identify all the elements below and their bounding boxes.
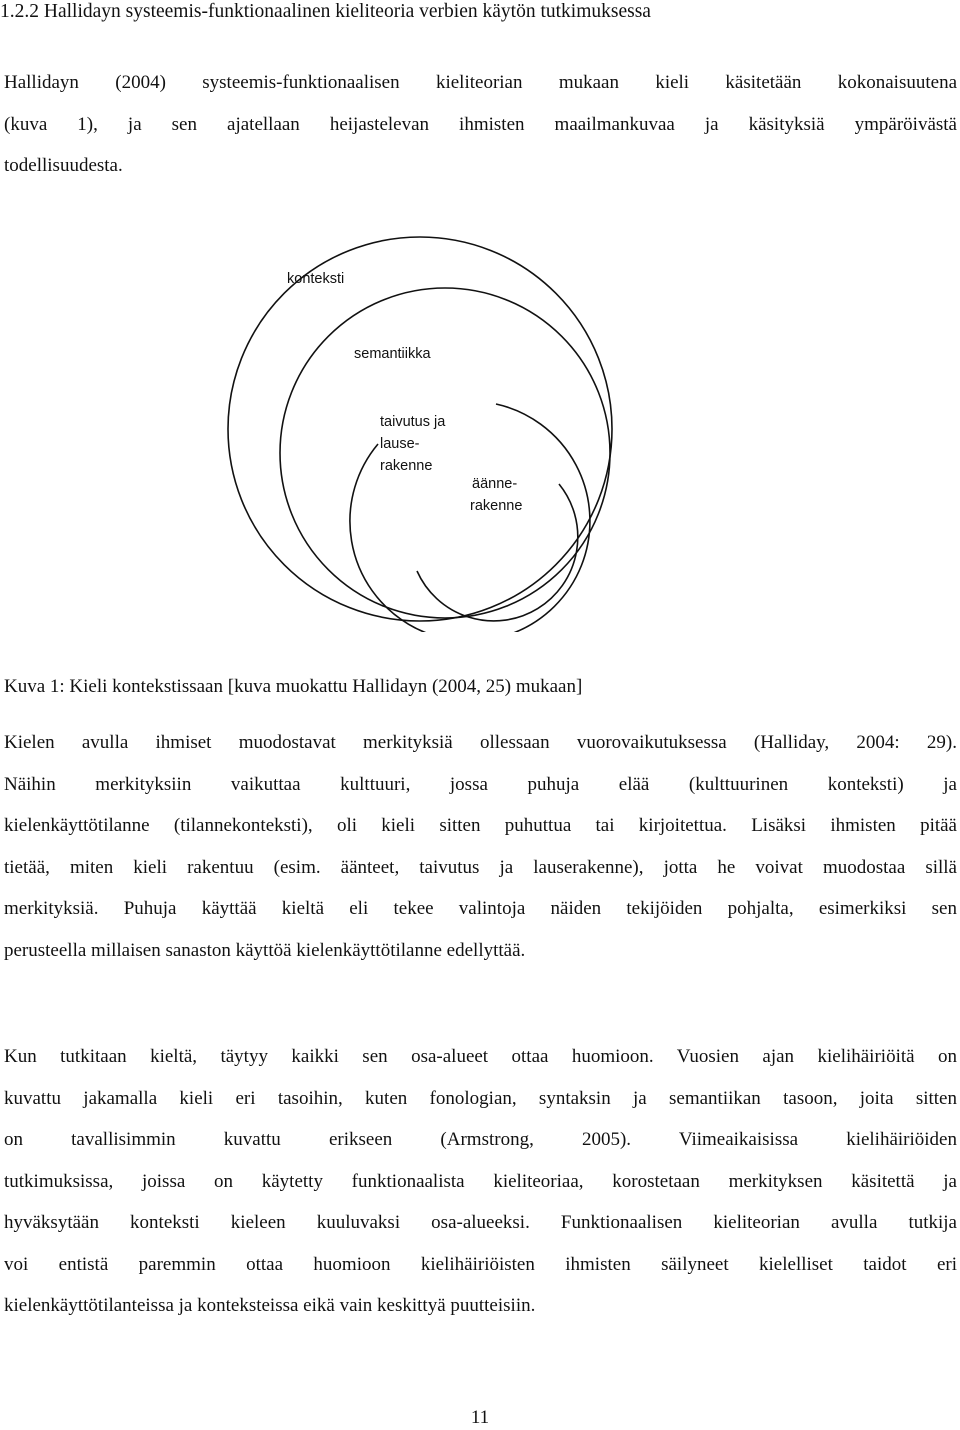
- paragraph-line: tutkimuksissa, joissa on käytetty funktionaalista kieliteoriaa, korostetaan merkityksen käsitettä ja: [4, 1170, 957, 1192]
- paragraph-line: Kun tutkitaan kieltä, täytyy kaikki sen osa-alueet ottaa huomioon. Vuosien ajan kielihäiriöitä on: [4, 1046, 957, 1067]
- paragraph-3: [4, 1036, 957, 1327]
- label-konteksti: konteksti: [287, 271, 345, 287]
- circle-semantiikka: [280, 288, 610, 618]
- paragraph-line: todellisuudesta.: [4, 155, 123, 176]
- label-taivutus-line-2: lause-: [380, 436, 420, 452]
- paragraph-line: Kielen avulla ihmiset muodostavat merkityksiä ollessaan vuorovaikutuksessa (Halliday, 2004: 29).: [4, 732, 957, 753]
- paragraph-line: Näihin merkityksiin vaikuttaa kulttuuri, jossa puhuja elää (kulttuurinen konteksti) ja: [4, 773, 957, 795]
- label-taivutus-line-3: rakenne: [380, 458, 433, 474]
- intro-paragraph: [4, 62, 957, 187]
- paragraph-line: voi entistä paremmin ottaa huomioon kielihäiriöisten ihmisten säilyneet kielelliset taidot eri: [4, 1253, 957, 1275]
- label-aanne-line-1: äänne-: [472, 476, 518, 492]
- paragraph-line: perusteella millaisen sanaston käyttöä kielenkäyttötilanne edellyttää.: [4, 939, 526, 961]
- page-number: 11: [470, 1407, 490, 1428]
- label-aanne-line-2: rakenne: [470, 498, 523, 514]
- label-semantiikka: semantiikka: [354, 346, 431, 362]
- nested-circles-figure: [215, 212, 635, 632]
- figure-caption: Kuva 1: Kieli kontekstissaan [kuva muokattu Hallidayn (2004, 25) mukaan]: [4, 676, 583, 697]
- paragraph-line: hyväksytään konteksti kieleen kuuluvaksi osa-alueeksi. Funktionaalisen kieliteorian avulla tutkija: [4, 1212, 957, 1233]
- paragraph-line: kielenkäyttötilanteissa ja konteksteissa eikä vain keskittyä puutteisiin.: [4, 1295, 536, 1316]
- paragraph-line: kuvattu jakamalla kieli eri tasoihin, kuten fonologian, syntaksin ja semantiikan tasoon, joita sitten: [4, 1087, 957, 1109]
- paragraph-line: kielenkäyttötilanne (tilannekonteksti), oli kieli sitten puhuttua tai kirjoitettua. Lisäksi ihmisten pitää: [4, 815, 957, 836]
- paragraph-2: [4, 722, 957, 971]
- label-taivutus-line-1: taivutus ja: [380, 414, 446, 430]
- paragraph-line: (kuva 1), ja sen ajatellaan heijastelevan ihmisten maailmankuvaa ja käsityksiä ympäröivästä: [4, 113, 957, 135]
- paragraph-line: tietää, miten kieli rakentuu (esim. äänteet, taivutus ja lauserakenne), jotta he voivat muodostaa sillä: [4, 856, 957, 878]
- section-heading: 1.2.2 Hallidayn systeemis-funktionaalinen kieliteoria verbien käytön tutkimuksessa: [0, 1, 651, 22]
- paragraph-line: on tavallisimmin kuvattu erikseen (Armstrong, 2005). Viimeaikaisissa kielihäiriöiden: [4, 1129, 957, 1150]
- paragraph-line: merkityksiä. Puhuja käyttää kieltä eli tekee valintoja näiden tekijöiden pohjalta, esimerkiksi sen: [4, 898, 957, 919]
- paragraph-line: Hallidayn (2004) systeemis-funktionaalisen kieliteorian mukaan kieli käsitetään kokonaisuutena: [4, 72, 957, 93]
